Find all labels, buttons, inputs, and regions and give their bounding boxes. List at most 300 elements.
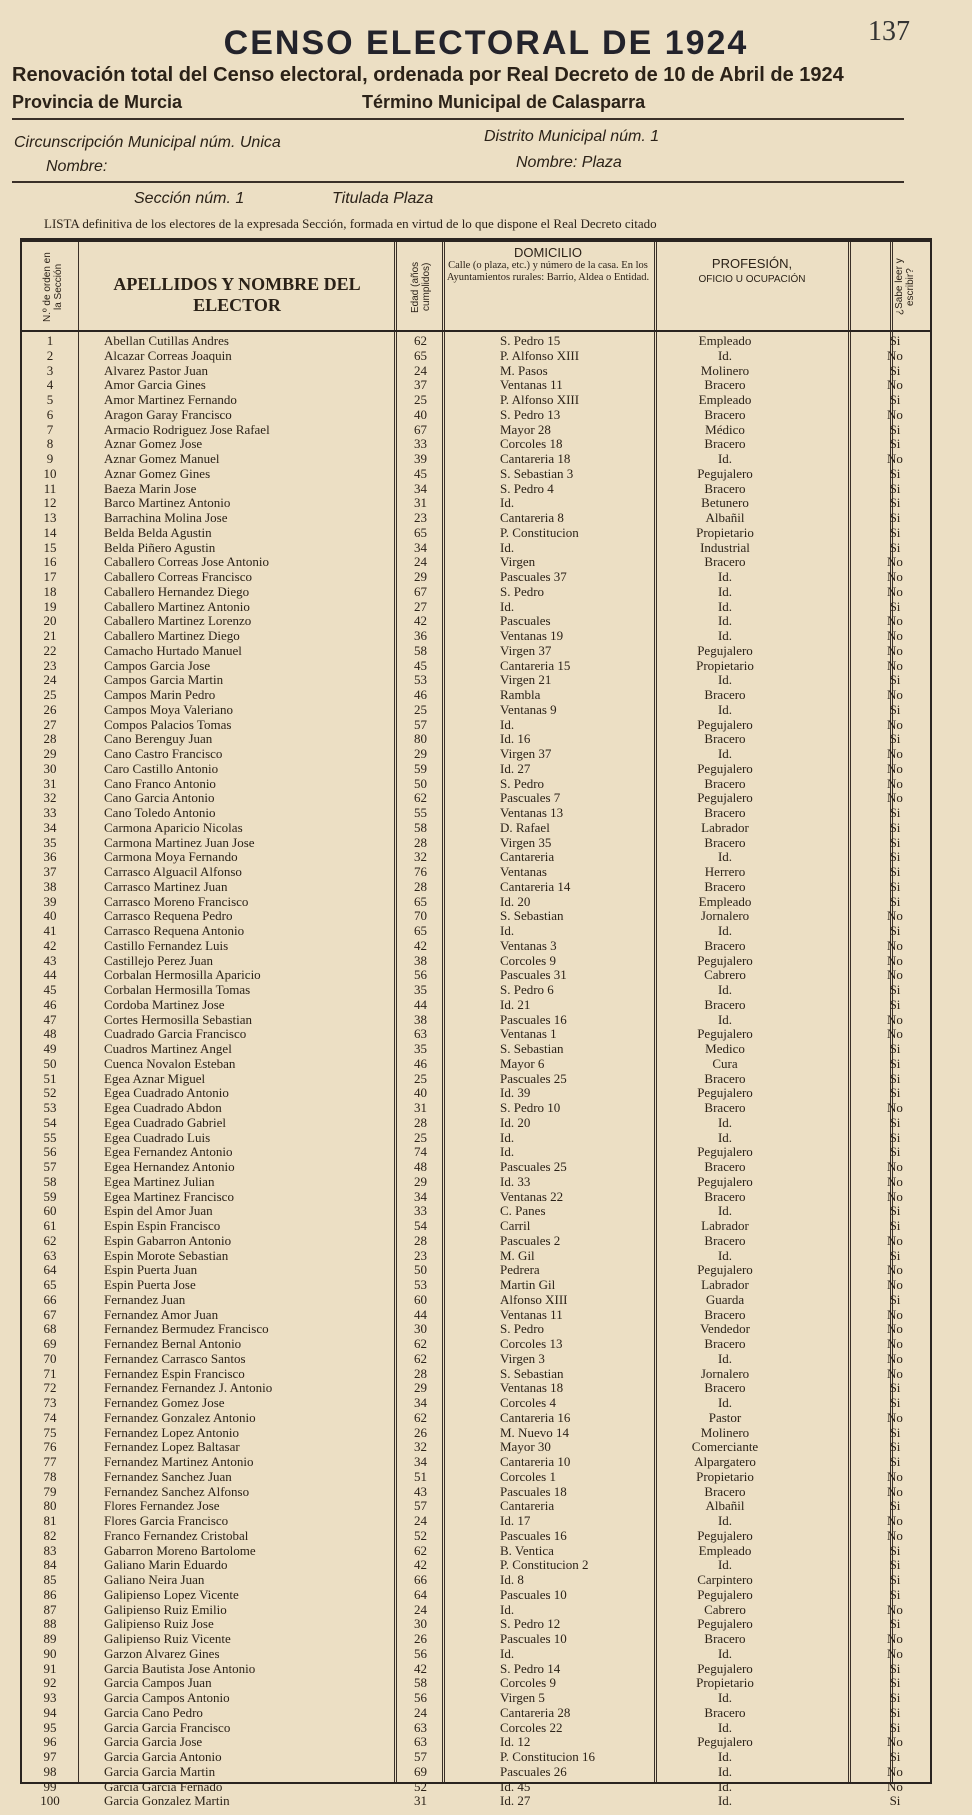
elector-name: Belda Belda Agustin	[104, 524, 212, 540]
reads-writes: Si	[889, 731, 901, 747]
elector-name: Campos Marin Pedro	[104, 687, 216, 702]
elector-profession: Labrador	[701, 819, 749, 835]
reads-writes: No	[887, 760, 903, 776]
reads-writes: No	[887, 952, 903, 968]
elector-domicile: Cantareria 8	[500, 510, 564, 525]
reads-writes: No	[887, 377, 903, 393]
table-row	[22, 1544, 930, 1559]
province-line	[12, 92, 902, 113]
reads-writes: Si	[889, 598, 901, 614]
elector-age: 37	[414, 377, 427, 393]
elector-age: 67	[414, 583, 427, 599]
reads-writes: Si	[889, 1041, 901, 1056]
table-row	[22, 703, 930, 718]
elector-profession: Molinero	[700, 362, 750, 378]
elector-name: Galipienso Ruiz Vicente	[104, 1631, 231, 1646]
elector-age: 57	[414, 716, 427, 732]
elector-name: Carrasco Martinez Juan	[104, 878, 228, 894]
order-number: 45	[43, 982, 57, 997]
order-number: 74	[43, 1409, 57, 1425]
elector-profession: Bracero	[704, 1306, 746, 1322]
order-number: 86	[43, 1586, 57, 1602]
provincia: Provincia de Murcia	[12, 92, 183, 112]
elector-domicile: Cantareria	[500, 1498, 555, 1514]
table-row	[22, 850, 930, 865]
elector-domicile: M. Pasos	[500, 362, 548, 378]
table-row	[22, 585, 930, 600]
elector-name: Egea Hernandez Antonio	[104, 1159, 235, 1174]
table-row	[22, 777, 930, 792]
elector-domicile: Pascuales 10	[500, 1586, 567, 1602]
elector-age: 38	[414, 1011, 427, 1027]
reads-writes: No	[887, 908, 903, 924]
elector-age: 29	[414, 1380, 427, 1396]
order-number: 89	[43, 1631, 57, 1646]
elector-domicile: Corcoles 18	[500, 436, 563, 452]
elector-domicile: Virgen 3	[500, 1350, 545, 1366]
elector-name: Carmona Aparicio Nicolas	[104, 819, 243, 835]
order-number: 90	[43, 1645, 57, 1661]
col-name-header: APELLIDOS Y NOMBRE DEL ELECTOR	[113, 274, 361, 315]
elector-age: 65	[414, 923, 427, 938]
order-number: 96	[43, 1734, 57, 1750]
elector-profession: Labrador	[701, 1277, 749, 1292]
elector-domicile: Pascuales 16	[500, 1527, 567, 1543]
elector-profession: Albañil	[705, 510, 745, 525]
list-intro: LISTA definitiva de los electores de la expresada Sección, formada en virtud de lo que dispone el Real Decreto citado	[44, 216, 657, 231]
elector-profession: Id.	[717, 598, 733, 614]
table-row	[22, 1042, 930, 1057]
reads-writes: Si	[889, 436, 901, 452]
table-row	[22, 1440, 930, 1455]
elector-age: 56	[414, 1645, 427, 1661]
order-number: 12	[43, 495, 57, 511]
order-number: 84	[43, 1557, 57, 1573]
elector-name: Garcia Bautista Jose Antonio	[104, 1660, 256, 1676]
elector-age: 46	[414, 1055, 427, 1071]
reads-writes: No	[887, 967, 903, 983]
elector-age: 62	[414, 1336, 427, 1351]
reads-writes: Si	[889, 849, 901, 865]
elector-age: 65	[414, 893, 427, 909]
reads-writes: Si	[889, 1144, 901, 1160]
elector-age: 44	[414, 996, 427, 1012]
elector-profession: Id.	[717, 923, 733, 938]
page-number: 137	[868, 16, 910, 47]
elector-age: 35	[414, 982, 427, 997]
elector-name: Egea Cuadrado Gabriel	[104, 1114, 227, 1130]
table-row	[22, 1101, 930, 1116]
reads-writes: No	[887, 1321, 903, 1337]
elector-profession: Id.	[717, 451, 733, 466]
elector-domicile: Cantareria	[500, 849, 555, 865]
table-row	[22, 349, 930, 364]
divider	[12, 181, 904, 183]
elector-name: Galiano Neira Juan	[104, 1572, 205, 1587]
elector-profession: Pegujalero	[697, 1734, 753, 1750]
reads-writes: Si	[889, 1380, 901, 1396]
table-row	[22, 1175, 930, 1190]
renovacion-line: Renovación total del Censo electoral, ordenada por Real Decreto de 10 de Abril de 1924	[12, 64, 844, 86]
table-row	[22, 1514, 930, 1529]
elector-profession: Id.	[717, 672, 733, 688]
elector-profession: Id.	[717, 1395, 733, 1410]
elector-name: Espin Gabarron Antonio	[104, 1232, 232, 1248]
order-number: 25	[43, 687, 57, 702]
elector-name: Fernandez Lopez Baltasar	[104, 1439, 240, 1455]
elector-domicile: Id. 33	[500, 1173, 531, 1189]
table-row	[22, 1632, 930, 1647]
elector-domicile: Pascuales 2	[500, 1232, 561, 1248]
elector-age: 29	[414, 746, 427, 761]
order-number: 69	[43, 1336, 57, 1351]
elector-age: 42	[414, 937, 427, 953]
elector-name: Amor Martinez Fernando	[104, 392, 237, 407]
reads-writes: Si	[889, 524, 901, 540]
table-row	[22, 614, 930, 629]
reads-writes: Si	[889, 864, 901, 879]
elector-domicile: Id. 20	[500, 893, 531, 909]
reads-writes: No	[887, 1513, 903, 1528]
elector-name: Fernandez Amor Juan	[104, 1306, 219, 1322]
elector-age: 74	[414, 1144, 427, 1160]
elector-profession: Id.	[717, 628, 733, 643]
elector-domicile: Pascuales 37	[500, 569, 567, 584]
elector-age: 80	[414, 731, 427, 747]
table-row	[22, 1352, 930, 1367]
elector-age: 53	[414, 672, 427, 688]
table-row	[22, 1322, 930, 1337]
elector-profession: Cura	[712, 1055, 738, 1071]
elector-domicile: Ventanas 11	[500, 377, 563, 393]
elector-name: Garcia Gonzalez Martin	[104, 1793, 230, 1809]
elector-age: 33	[414, 1203, 427, 1219]
elector-name: Barrachina Molina Jose	[104, 510, 228, 525]
order-number: 43	[43, 952, 57, 968]
order-number: 1	[46, 333, 54, 348]
elector-age: 34	[414, 1395, 427, 1410]
order-number: 88	[43, 1616, 57, 1632]
order-number: 66	[43, 1291, 57, 1307]
order-number: 94	[43, 1704, 57, 1720]
reads-writes: Si	[889, 1247, 901, 1263]
elector-age: 23	[414, 1247, 427, 1263]
elector-domicile: S. Sebastian	[500, 908, 564, 924]
table-row	[22, 1381, 930, 1396]
order-number: 70	[43, 1350, 57, 1366]
order-number: 68	[43, 1321, 57, 1337]
elector-domicile: Martin Gil	[500, 1277, 556, 1292]
order-number: 51	[43, 1070, 57, 1086]
elector-name: Egea Fernandez Antonio	[104, 1144, 233, 1160]
elector-age: 62	[414, 1350, 427, 1366]
elector-name: Fernandez Espin Francisco	[104, 1365, 245, 1381]
table-row	[22, 1794, 930, 1809]
elector-profession: Bracero	[704, 554, 746, 570]
elector-age: 66	[414, 1572, 427, 1587]
elector-age: 27	[414, 598, 427, 614]
reads-writes: No	[887, 554, 903, 570]
elector-age: 43	[414, 1483, 427, 1499]
col-prof-title: PROFESIÓN,	[711, 256, 793, 271]
order-number: 40	[43, 908, 57, 924]
elector-profession: Id.	[717, 569, 733, 584]
elector-name: Belda Piñero Agustin	[104, 539, 216, 555]
order-number: 20	[43, 613, 57, 629]
reads-writes: No	[887, 1262, 903, 1278]
elector-profession: Cabrero	[704, 1601, 746, 1617]
table-row	[22, 1499, 930, 1514]
order-number: 87	[43, 1601, 57, 1617]
reads-writes: No	[887, 347, 903, 363]
table-row	[22, 1072, 930, 1087]
elector-age: 36	[414, 628, 427, 643]
reads-writes: Si	[889, 819, 901, 835]
elector-domicile: Ventanas 11	[500, 1306, 563, 1322]
elector-age: 31	[414, 495, 427, 511]
elector-profession: Bracero	[704, 1100, 746, 1115]
elector-age: 62	[414, 790, 427, 806]
elector-domicile: Id.	[500, 598, 515, 614]
elector-profession: Bracero	[704, 937, 746, 953]
elector-profession: Empleado	[698, 893, 752, 909]
order-number: 13	[43, 510, 57, 525]
elector-name: Fernandez Martinez Antonio	[104, 1454, 254, 1469]
elector-name: Fernandez Gomez Jose	[104, 1395, 225, 1410]
order-number: 15	[43, 539, 57, 555]
elector-name: Campos Garcia Jose	[104, 657, 211, 673]
elector-profession: Pegujalero	[697, 1262, 753, 1278]
circunscripcion-label: Circunscripción Municipal núm. Unica	[14, 134, 281, 151]
elector-profession: Id.	[717, 1114, 733, 1130]
elector-age: 34	[414, 1454, 427, 1469]
order-number: 30	[43, 760, 57, 776]
reads-writes: Si	[889, 1454, 901, 1469]
reads-writes: No	[887, 642, 903, 658]
order-number: 78	[43, 1468, 57, 1484]
reads-writes: Si	[889, 834, 901, 850]
elector-name: Cano Franco Antonio	[104, 775, 216, 791]
elector-domicile: Pascuales 31	[500, 967, 567, 983]
elector-domicile: Id. 27	[500, 1793, 531, 1809]
elector-name: Garcia Garcia Jose	[104, 1734, 203, 1750]
elector-age: 58	[414, 1675, 427, 1691]
reads-writes: No	[887, 716, 903, 732]
elector-age: 23	[414, 510, 427, 525]
page-title: CENSO ELECTORAL DE 1924	[223, 24, 749, 62]
reads-writes: Si	[889, 1498, 901, 1514]
elector-age: 24	[414, 1513, 427, 1528]
order-number: 79	[43, 1483, 57, 1499]
elector-name: Caballero Martinez Diego	[104, 628, 240, 643]
order-number: 63	[43, 1247, 57, 1263]
reads-writes: Si	[889, 982, 901, 997]
elector-domicile: Virgen 5	[500, 1690, 545, 1705]
elector-domicile: Carril	[500, 1218, 531, 1233]
table-row	[22, 1588, 930, 1603]
elector-profession: Bracero	[704, 377, 746, 393]
elector-profession: Id.	[717, 1763, 733, 1779]
elector-profession: Propietario	[696, 1468, 754, 1484]
table-row	[22, 482, 930, 497]
elector-name: Garcia Cano Pedro	[104, 1704, 203, 1720]
reads-writes: No	[887, 1011, 903, 1027]
elector-domicile: Cantareria 14	[500, 878, 571, 894]
order-number: 4	[46, 377, 54, 393]
reads-writes: No	[887, 1365, 903, 1381]
reads-writes: Si	[889, 1719, 901, 1735]
order-number: 81	[43, 1513, 57, 1528]
elector-name: Cano Garcia Antonio	[104, 790, 215, 806]
seccion-label: Sección núm. 1	[134, 190, 245, 207]
table-row	[22, 1263, 930, 1278]
elector-domicile: Corcoles 13	[500, 1336, 563, 1351]
elector-domicile: Id. 27	[500, 760, 531, 776]
elector-age: 58	[414, 642, 427, 658]
elector-name: Flores Fernandez Jose	[104, 1498, 220, 1514]
elector-name: Fernandez Lopez Antonio	[104, 1424, 240, 1440]
table-row	[22, 659, 930, 674]
elector-name: Caro Castillo Antonio	[104, 760, 219, 776]
col-age-header: Edad (años cumplidos)	[410, 261, 432, 313]
order-number: 100	[40, 1793, 60, 1809]
table-row	[22, 924, 930, 939]
table-row	[22, 1470, 930, 1485]
elector-age: 33	[414, 436, 427, 452]
table-row	[22, 1116, 930, 1131]
elector-profession: Comerciante	[691, 1439, 759, 1455]
order-number: 72	[43, 1380, 57, 1396]
elector-name: Amor Garcia Gines	[104, 377, 206, 393]
elector-age: 24	[414, 554, 427, 570]
order-number: 7	[46, 421, 54, 437]
table-row	[22, 909, 930, 924]
elector-age: 51	[414, 1468, 427, 1484]
elector-domicile: P. Constitucion 2	[500, 1557, 589, 1573]
reads-writes: Si	[889, 539, 901, 555]
elector-name: Garcia Campos Juan	[104, 1675, 212, 1691]
order-number: 42	[43, 937, 57, 953]
table-row	[22, 865, 930, 880]
table-row	[22, 1662, 930, 1677]
table-row	[22, 1706, 930, 1721]
table-row	[22, 895, 930, 910]
elector-domicile: S. Pedro 14	[500, 1660, 561, 1676]
reads-writes: No	[887, 451, 903, 466]
table-row	[22, 364, 930, 379]
elector-profession: Pegujalero	[697, 952, 753, 968]
reads-writes: Si	[889, 333, 901, 348]
table-row	[22, 791, 930, 806]
elector-name: Camacho Hurtado Manuel	[104, 642, 242, 658]
elector-name: Garzon Alvarez Gines	[104, 1645, 220, 1661]
reads-writes: Si	[889, 1572, 901, 1587]
order-number: 75	[43, 1424, 57, 1440]
elector-domicile: Pascuales 7	[500, 790, 561, 806]
table-row	[22, 954, 930, 969]
elector-domicile: Pascuales 25	[500, 1070, 567, 1086]
elector-domicile: S. Pedro 15	[500, 333, 561, 348]
table-row	[22, 1573, 930, 1588]
elector-profession: Alpargatero	[694, 1454, 756, 1469]
elector-age: 34	[414, 480, 427, 496]
elector-profession: Id.	[717, 347, 733, 363]
order-number: 85	[43, 1572, 57, 1587]
elector-age: 40	[414, 406, 427, 422]
table-row	[22, 1190, 930, 1205]
elector-name: Caballero Correas Francisco	[104, 569, 253, 584]
order-number: 41	[43, 923, 57, 938]
elector-profession: Industrial	[700, 539, 750, 555]
elector-domicile: Pascuales 16	[500, 1011, 567, 1027]
reads-writes: No	[887, 1232, 903, 1248]
elector-domicile: P. Alfonso XIII	[500, 392, 580, 407]
reads-writes: Si	[889, 1439, 901, 1455]
elector-name: Garcia Campos Antonio	[104, 1690, 230, 1705]
elector-name: Aznar Gomez Manuel	[104, 451, 220, 466]
table-row	[22, 1603, 930, 1618]
elector-age: 45	[414, 657, 427, 673]
table-row	[22, 1426, 930, 1441]
order-number: 50	[43, 1055, 57, 1071]
elector-age: 44	[414, 1306, 427, 1322]
elector-domicile: Id. 45	[500, 1778, 531, 1794]
table-row	[22, 1249, 930, 1264]
reads-writes: No	[887, 1350, 903, 1366]
reads-writes: No	[887, 687, 903, 702]
reads-writes: Si	[889, 1070, 901, 1086]
elector-profession: Pastor	[708, 1409, 742, 1425]
elector-age: 30	[414, 1321, 427, 1337]
order-number: 24	[43, 672, 57, 688]
order-number: 52	[43, 1085, 57, 1101]
elector-profession: Bracero	[704, 775, 746, 791]
table-row	[22, 1647, 930, 1662]
elector-profession: Pegujalero	[697, 642, 753, 658]
table-row	[22, 393, 930, 408]
elector-domicile: Virgen 37	[500, 642, 552, 658]
order-number: 6	[46, 406, 54, 422]
elector-domicile: Pascuales 25	[500, 1159, 567, 1174]
elector-domicile: Corcoles 1	[500, 1468, 556, 1484]
elector-age: 65	[414, 347, 427, 363]
elector-domicile: Id.	[500, 716, 515, 732]
elector-profession: Id.	[717, 1557, 733, 1573]
elector-profession: Bracero	[704, 1483, 746, 1499]
reads-writes: Si	[889, 421, 901, 437]
order-number: 98	[43, 1763, 57, 1779]
reads-writes: No	[887, 790, 903, 806]
elector-age: 57	[414, 1498, 427, 1514]
elector-age: 48	[414, 1159, 427, 1174]
table-row	[22, 747, 930, 762]
elector-age: 59	[414, 760, 427, 776]
table-row	[22, 1013, 930, 1028]
reads-writes: Si	[889, 672, 901, 688]
table-row	[22, 1411, 930, 1426]
order-number: 99	[43, 1778, 57, 1794]
elector-profession: Pegujalero	[697, 1527, 753, 1543]
elector-profession: Pegujalero	[697, 760, 753, 776]
order-number: 37	[43, 864, 57, 879]
elector-domicile: S. Pedro	[500, 1321, 545, 1337]
elector-name: Cordoba Martinez Jose	[104, 996, 225, 1012]
elector-profession: Molinero	[700, 1424, 750, 1440]
reads-writes: No	[887, 1100, 903, 1115]
elector-domicile: Id. 8	[500, 1572, 524, 1587]
elector-name: Fernandez Sanchez Juan	[104, 1468, 232, 1484]
elector-name: Corbalan Hermosilla Tomas	[104, 982, 251, 997]
